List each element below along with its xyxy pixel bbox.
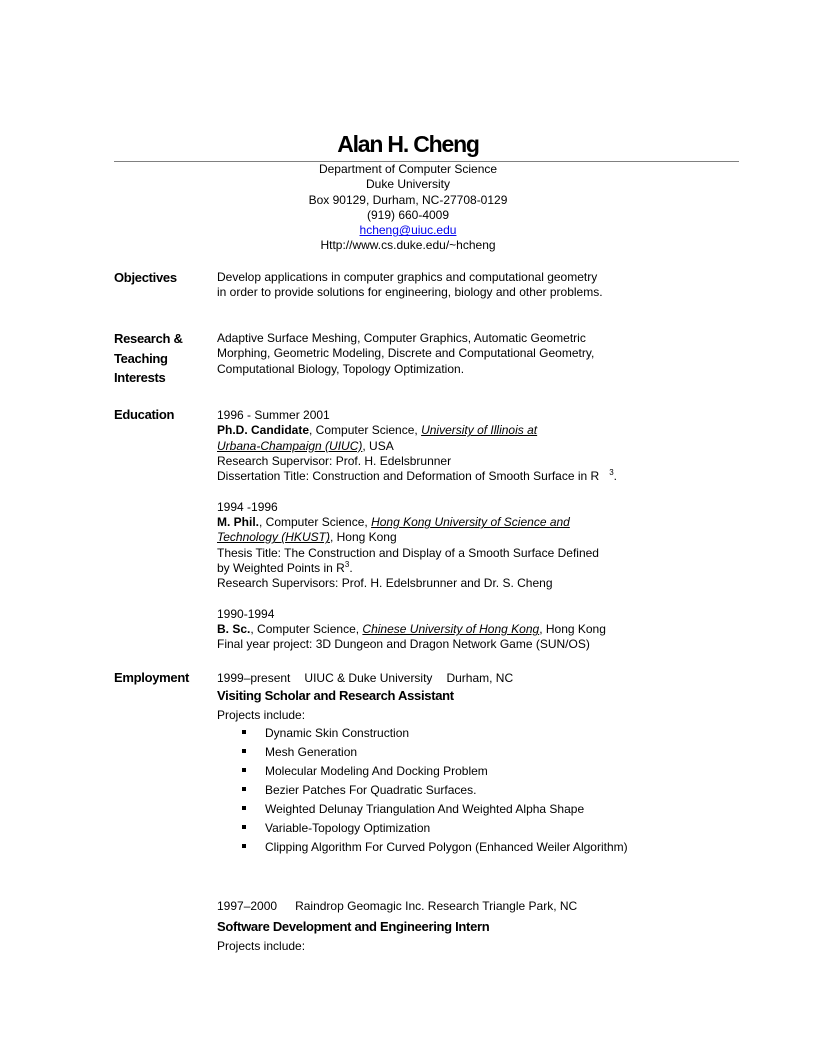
education-content bbox=[217, 408, 777, 653]
mphil-thesis-text: by Weighted Points in R bbox=[217, 560, 345, 575]
phone: (919) 660-4009 bbox=[366, 207, 450, 222]
employment-job1 bbox=[217, 671, 777, 857]
mphil-field: , Computer Science, bbox=[259, 515, 372, 530]
bsc-dates: 1990-1994 bbox=[217, 606, 275, 621]
list-item bbox=[217, 724, 777, 743]
interests-line: Morphing, Geometric Modeling, Discrete and Computational Geometry, bbox=[217, 346, 595, 361]
phd-school-link[interactable]: University of Illinois at bbox=[421, 423, 538, 438]
job1-header bbox=[217, 671, 777, 686]
bsc-degree: B. Sc. bbox=[217, 622, 251, 637]
project-text: Dynamic Skin Construction bbox=[265, 726, 410, 741]
education-bsc bbox=[217, 607, 777, 653]
section-label-education: Education bbox=[114, 407, 175, 422]
project-text: Bezier Patches For Quadratic Surfaces. bbox=[265, 783, 477, 798]
mphil-school-link[interactable]: Technology (HKUST) bbox=[217, 530, 330, 545]
mphil-thesis-sup: 3 bbox=[344, 559, 350, 569]
phd-supervisor: Research Supervisor: Prof. H. Edelsbrunner bbox=[217, 453, 452, 468]
university: Duke University bbox=[365, 177, 451, 192]
department: Department of Computer Science bbox=[318, 162, 498, 176]
phd-dissertation-text: Dissertation Title: Construction and Deformation of Smooth Surface in R bbox=[217, 469, 600, 484]
bsc-location: , Hong Kong bbox=[539, 622, 606, 637]
objectives-content bbox=[217, 270, 777, 301]
job1-projects-intro: Projects include: bbox=[217, 708, 306, 723]
phd-dissertation bbox=[217, 469, 777, 484]
mphil-thesis-end: . bbox=[349, 560, 353, 575]
bullet-icon bbox=[242, 806, 246, 810]
education-mphil bbox=[217, 500, 777, 592]
objectives-line: Develop applications in computer graphics and computational geometry bbox=[217, 270, 598, 284]
mphil-thesis: Thesis Title: The Construction and Display of a Smooth Surface Defined bbox=[217, 545, 599, 560]
objectives-line: in order to provide solutions for engineering, biology and other problems. bbox=[217, 285, 603, 300]
job2-header bbox=[217, 899, 777, 914]
phd-degree-line bbox=[217, 423, 777, 438]
job2-projects-intro: Projects include: bbox=[217, 939, 306, 954]
bullet-icon bbox=[242, 768, 246, 772]
job1-project-list bbox=[217, 724, 777, 857]
mphil-school-line bbox=[217, 530, 777, 545]
job2-title: Software Development and Engineering Intern bbox=[217, 919, 490, 935]
job2-dates: 1997–2000 bbox=[217, 899, 278, 913]
section-label-employment: Employment bbox=[114, 670, 190, 685]
phd-school-link[interactable]: Urbana-Champaign (UIUC) bbox=[217, 438, 363, 453]
mphil-degree-line bbox=[217, 515, 777, 530]
bullet-icon bbox=[242, 730, 246, 734]
project-text: Variable-Topology Optimization bbox=[265, 821, 431, 836]
label-line: Research & bbox=[114, 331, 183, 346]
bsc-degree-line bbox=[217, 622, 777, 637]
project-text: Clipping Algorithm For Curved Polygon (Enhanced Weiler Algorithm) bbox=[265, 840, 628, 855]
interests-line: Computational Biology, Topology Optimization. bbox=[217, 361, 465, 376]
list-item bbox=[217, 838, 777, 857]
list-item bbox=[217, 819, 777, 838]
bsc-project: Final year project: 3D Dungeon and Dragon Network Game (SUN/OS) bbox=[217, 637, 590, 652]
mphil-supervisors: Research Supervisors: Prof. H. Edelsbrunner and Dr. S. Cheng bbox=[217, 576, 553, 591]
section-label-interests bbox=[114, 329, 214, 388]
interests-line: Adaptive Surface Meshing, Computer Graphics, Automatic Geometric bbox=[217, 331, 586, 345]
bsc-school-link[interactable]: Chinese University of Hong Kong bbox=[362, 622, 540, 637]
website: Http://www.cs.duke.edu/~hcheng bbox=[320, 238, 496, 253]
address: Box 90129, Durham, NC-27708-0129 bbox=[308, 192, 508, 207]
label-line: Teaching bbox=[114, 350, 168, 366]
mphil-dates: 1994 -1996 bbox=[217, 499, 278, 514]
phd-dissertation-end: . bbox=[613, 469, 617, 484]
phd-dates: 1996 - Summer 2001 bbox=[217, 408, 330, 422]
section-label-objectives: Objectives bbox=[114, 270, 177, 285]
phd-dissertation-sup: 3 bbox=[609, 468, 614, 478]
resume-name: Alan H. Cheng bbox=[337, 131, 479, 157]
job2-org: Raindrop Geomagic Inc. Research Triangle Park, NC bbox=[295, 899, 578, 913]
job1-dates: 1999–present bbox=[217, 671, 291, 685]
project-text: Molecular Modeling And Docking Problem bbox=[265, 764, 488, 779]
label-line: Interests bbox=[114, 370, 166, 385]
project-text: Mesh Generation bbox=[265, 745, 358, 760]
bullet-icon bbox=[242, 749, 246, 753]
mphil-thesis-cont bbox=[217, 561, 777, 576]
job1-title: Visiting Scholar and Research Assistant bbox=[217, 688, 454, 704]
list-item bbox=[217, 781, 777, 800]
bullet-icon bbox=[242, 825, 246, 829]
bsc-field: , Computer Science, bbox=[250, 622, 363, 637]
job1-org: UIUC & Duke University bbox=[304, 671, 433, 685]
bullet-icon bbox=[242, 844, 246, 848]
list-item bbox=[217, 762, 777, 781]
interests-content bbox=[217, 331, 777, 377]
mphil-school-link[interactable]: Hong Kong University of Science and bbox=[371, 515, 570, 530]
mphil-location: , Hong Kong bbox=[329, 530, 397, 545]
employment-job2 bbox=[217, 899, 777, 955]
phd-degree: Ph.D. Candidate bbox=[217, 423, 310, 438]
project-text: Weighted Delunay Triangulation And Weighted Alpha Shape bbox=[265, 802, 585, 817]
phd-location: , USA bbox=[362, 438, 394, 453]
list-item bbox=[217, 743, 777, 762]
phd-field: , Computer Science, bbox=[309, 423, 422, 438]
education-phd bbox=[217, 408, 777, 484]
list-item bbox=[217, 800, 777, 819]
bullet-icon bbox=[242, 787, 246, 791]
mphil-degree: M. Phil. bbox=[217, 515, 259, 530]
contact-block bbox=[0, 162, 816, 254]
email-link[interactable]: hcheng@uiuc.edu bbox=[359, 223, 457, 238]
job1-location: Durham, NC bbox=[446, 671, 514, 685]
phd-school-line bbox=[217, 439, 777, 454]
